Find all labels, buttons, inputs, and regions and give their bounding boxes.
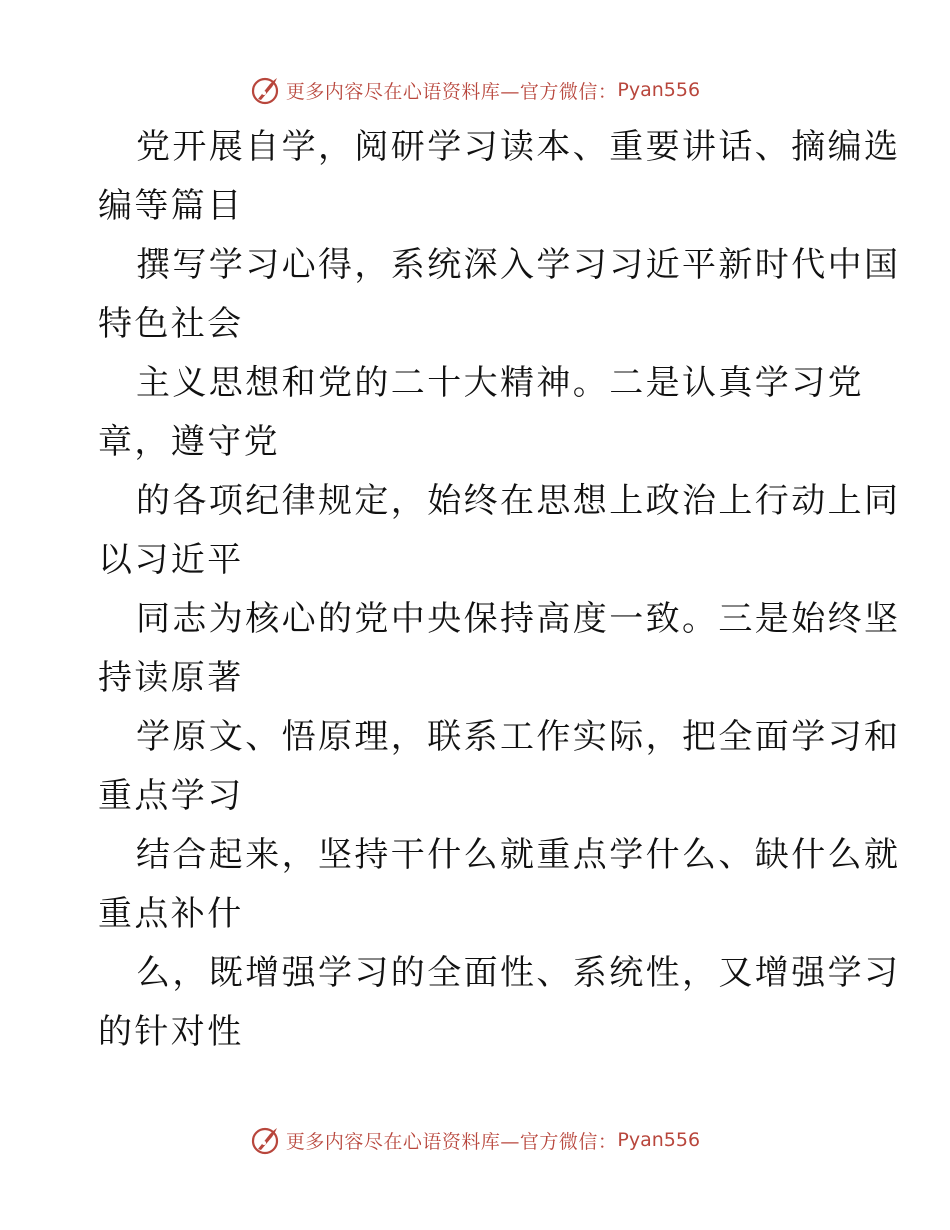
paragraph-line-2: 章，遵守党 <box>98 422 280 462</box>
paragraph-line-2: 特色社会 <box>98 304 244 344</box>
footer-watermark-text: 更多内容尽在心语资料库—官方微信： <box>285 1130 618 1153</box>
paragraph-line-2: 重点补什 <box>98 894 244 934</box>
paragraph <box>98 944 901 1062</box>
paragraph-line-2: 持读原著 <box>98 658 244 698</box>
paragraph <box>98 118 901 236</box>
footer-watermark-wechat: Pyan556 <box>617 1129 701 1151</box>
paragraph-line-1: 党开展自学，阅研学习读本、重要讲话、摘编选 <box>136 127 901 167</box>
quill-pen-logo-icon <box>250 75 280 105</box>
paragraph-line-1: 么，既增强学习的全面性、系统性，又增强学习 <box>136 953 901 993</box>
paragraph-line-1: 学原文、悟原理，联系工作实际，把全面学习和 <box>136 717 901 757</box>
header-watermark-text: 更多内容尽在心语资料库—官方微信： <box>285 80 618 103</box>
paragraph <box>98 708 901 826</box>
paragraph <box>98 354 868 472</box>
header-watermark-wechat: Pyan556 <box>617 79 701 101</box>
paragraph <box>98 236 901 354</box>
quill-pen-logo-icon <box>250 1125 280 1155</box>
header-watermark <box>0 70 950 110</box>
paragraph-line-1: 主义思想和党的二十大精神。二是认真学习党 <box>136 363 864 403</box>
paragraph <box>98 826 901 944</box>
paragraph-line-2: 以习近平 <box>98 540 244 580</box>
paragraph <box>98 590 901 708</box>
paragraph <box>98 472 901 590</box>
paragraph-line-1: 同志为核心的党中央保持高度一致。三是始终坚 <box>136 599 901 639</box>
paragraph-line-1: 结合起来，坚持干什么就重点学什么、缺什么就 <box>136 835 901 875</box>
paragraph-line-1: 的各项纪律规定，始终在思想上政治上行动上同 <box>136 481 901 521</box>
paragraph-line-2: 重点学习 <box>98 776 244 816</box>
paragraph-line-2: 编等篇目 <box>98 186 244 226</box>
document-body <box>98 118 901 1062</box>
paragraph-line-2: 的针对性 <box>98 1012 244 1052</box>
footer-watermark <box>0 1120 950 1160</box>
paragraph-line-1: 撰写学习心得，系统深入学习习近平新时代中国 <box>136 245 901 285</box>
